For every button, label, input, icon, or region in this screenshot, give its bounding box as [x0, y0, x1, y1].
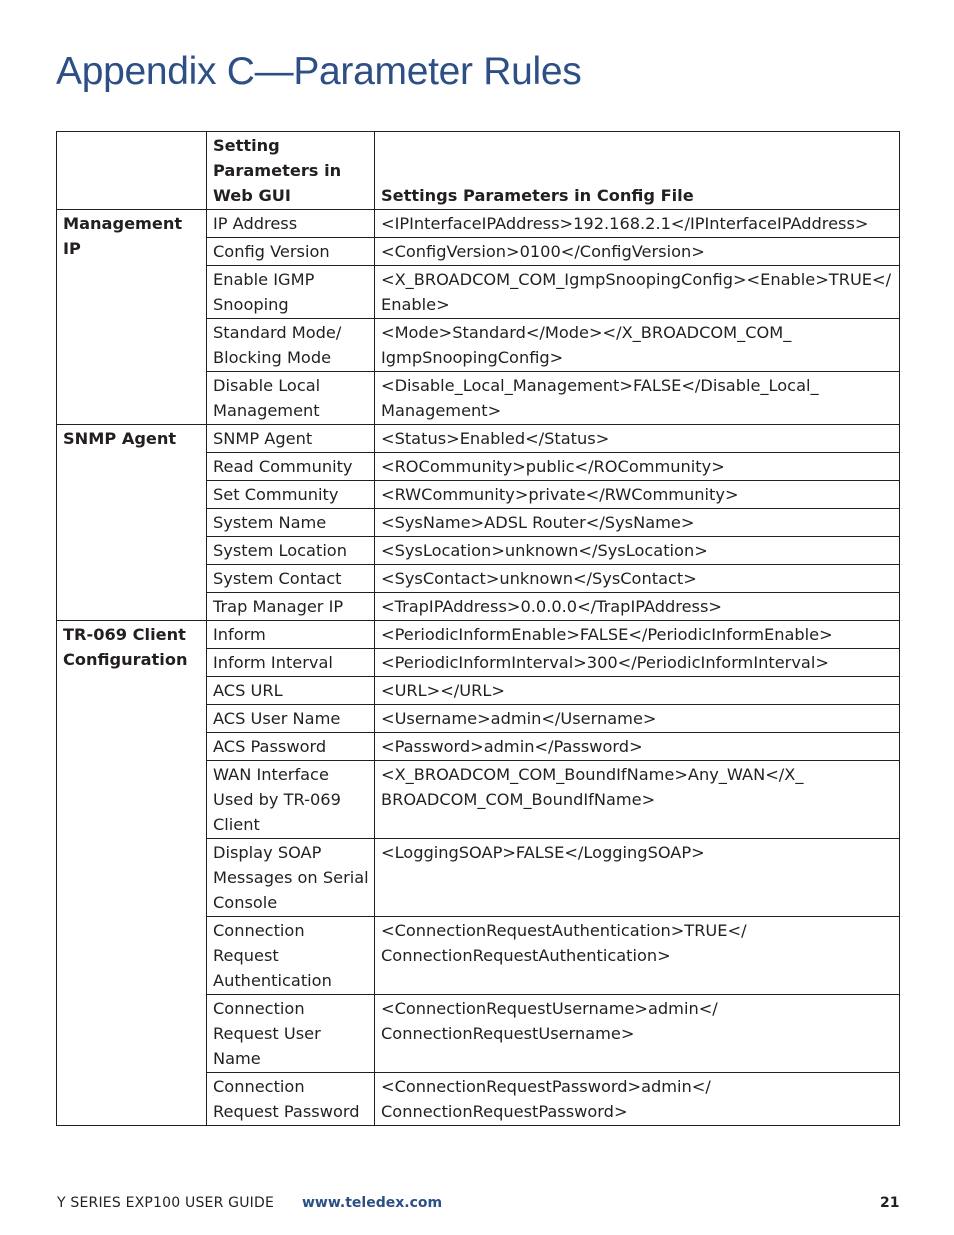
config-file-parameter-cell: <PeriodicInformEnable>FALSE</PeriodicInformEnable>	[375, 621, 900, 649]
header-config-file: Settings Parameters in Config File	[375, 132, 900, 210]
config-file-parameter-cell: <URL></URL>	[375, 677, 900, 705]
header-group-cell	[57, 132, 207, 210]
parameter-rules-table	[56, 131, 900, 1126]
config-file-parameter-cell: <SysContact>unknown</SysContact>	[375, 565, 900, 593]
page-title: Appendix C—Parameter Rules	[56, 50, 582, 93]
web-gui-parameter-cell: ACS Password	[207, 733, 375, 761]
table-row	[57, 210, 900, 238]
web-gui-parameter-cell: IP Address	[207, 210, 375, 238]
web-gui-parameter-cell: Trap Manager IP	[207, 593, 375, 621]
web-gui-parameter-cell: Connection Request Authentication	[207, 917, 375, 995]
group-name-cell: Management IP	[57, 210, 207, 425]
footer-website-link[interactable]: www.teledex.com	[302, 1195, 443, 1211]
web-gui-parameter-cell: ACS User Name	[207, 705, 375, 733]
config-file-parameter-cell: <Disable_Local_Management>FALSE</Disable_Local_ Management>	[375, 372, 900, 425]
config-file-parameter-cell: <ConnectionRequestAuthentication>TRUE</ ConnectionRequestAuthentication>	[375, 917, 900, 995]
config-file-parameter-cell: <Status>Enabled</Status>	[375, 425, 900, 453]
web-gui-parameter-cell: Connection Request Password	[207, 1073, 375, 1126]
table-body	[57, 210, 900, 1126]
config-file-parameter-cell: <Password>admin</Password>	[375, 733, 900, 761]
table-header-row	[57, 132, 900, 210]
web-gui-parameter-cell: System Location	[207, 537, 375, 565]
group-name-cell: SNMP Agent	[57, 425, 207, 621]
config-file-parameter-cell: <X_BROADCOM_COM_IgmpSnoopingConfig><Enable>TRUE</ Enable>	[375, 266, 900, 319]
config-file-parameter-cell: <Username>admin</Username>	[375, 705, 900, 733]
web-gui-parameter-cell: Config Version	[207, 238, 375, 266]
config-file-parameter-cell: <Mode>Standard</Mode></X_BROADCOM_COM_ IgmpSnoopingConfig>	[375, 319, 900, 372]
web-gui-parameter-cell: Inform	[207, 621, 375, 649]
web-gui-parameter-cell: Display SOAP Messages on Serial Console	[207, 839, 375, 917]
config-file-parameter-cell: <ConnectionRequestPassword>admin</ ConnectionRequestPassword>	[375, 1073, 900, 1126]
config-file-parameter-cell: <ConnectionRequestUsername>admin</ ConnectionRequestUsername>	[375, 995, 900, 1073]
config-file-parameter-cell: <X_BROADCOM_COM_BoundIfName>Any_WAN</X_ BROADCOM_COM_BoundIfName>	[375, 761, 900, 839]
config-file-parameter-cell: <IPInterfaceIPAddress>192.168.2.1</IPInterfaceIPAddress>	[375, 210, 900, 238]
config-file-parameter-cell: <LoggingSOAP>FALSE</LoggingSOAP>	[375, 839, 900, 917]
table-row	[57, 621, 900, 649]
config-file-parameter-cell: <ConfigVersion>0100</ConfigVersion>	[375, 238, 900, 266]
config-file-parameter-cell: <ROCommunity>public</ROCommunity>	[375, 453, 900, 481]
web-gui-parameter-cell: Enable IGMP Snooping	[207, 266, 375, 319]
web-gui-parameter-cell: SNMP Agent	[207, 425, 375, 453]
footer-page-number: 21	[880, 1195, 900, 1211]
table-row	[57, 425, 900, 453]
config-file-parameter-cell: <SysLocation>unknown</SysLocation>	[375, 537, 900, 565]
web-gui-parameter-cell: Inform Interval	[207, 649, 375, 677]
config-file-parameter-cell: <TrapIPAddress>0.0.0.0</TrapIPAddress>	[375, 593, 900, 621]
config-file-parameter-cell: <SysName>ADSL Router</SysName>	[375, 509, 900, 537]
web-gui-parameter-cell: Disable Local Management	[207, 372, 375, 425]
web-gui-parameter-cell: Read Community	[207, 453, 375, 481]
config-file-parameter-cell: <PeriodicInformInterval>300</PeriodicInformInterval>	[375, 649, 900, 677]
web-gui-parameter-cell: Connection Request User Name	[207, 995, 375, 1073]
footer-guide-title: Y SERIES EXP100 USER GUIDE	[57, 1195, 275, 1211]
header-web-gui: Setting Parameters in Web GUI	[207, 132, 375, 210]
web-gui-parameter-cell: ACS URL	[207, 677, 375, 705]
group-name-cell: TR-069 Client Configuration	[57, 621, 207, 1126]
web-gui-parameter-cell: Set Community	[207, 481, 375, 509]
web-gui-parameter-cell: Standard Mode/ Blocking Mode	[207, 319, 375, 372]
config-file-parameter-cell: <RWCommunity>private</RWCommunity>	[375, 481, 900, 509]
web-gui-parameter-cell: System Name	[207, 509, 375, 537]
web-gui-parameter-cell: WAN Interface Used by TR-069 Client	[207, 761, 375, 839]
web-gui-parameter-cell: System Contact	[207, 565, 375, 593]
